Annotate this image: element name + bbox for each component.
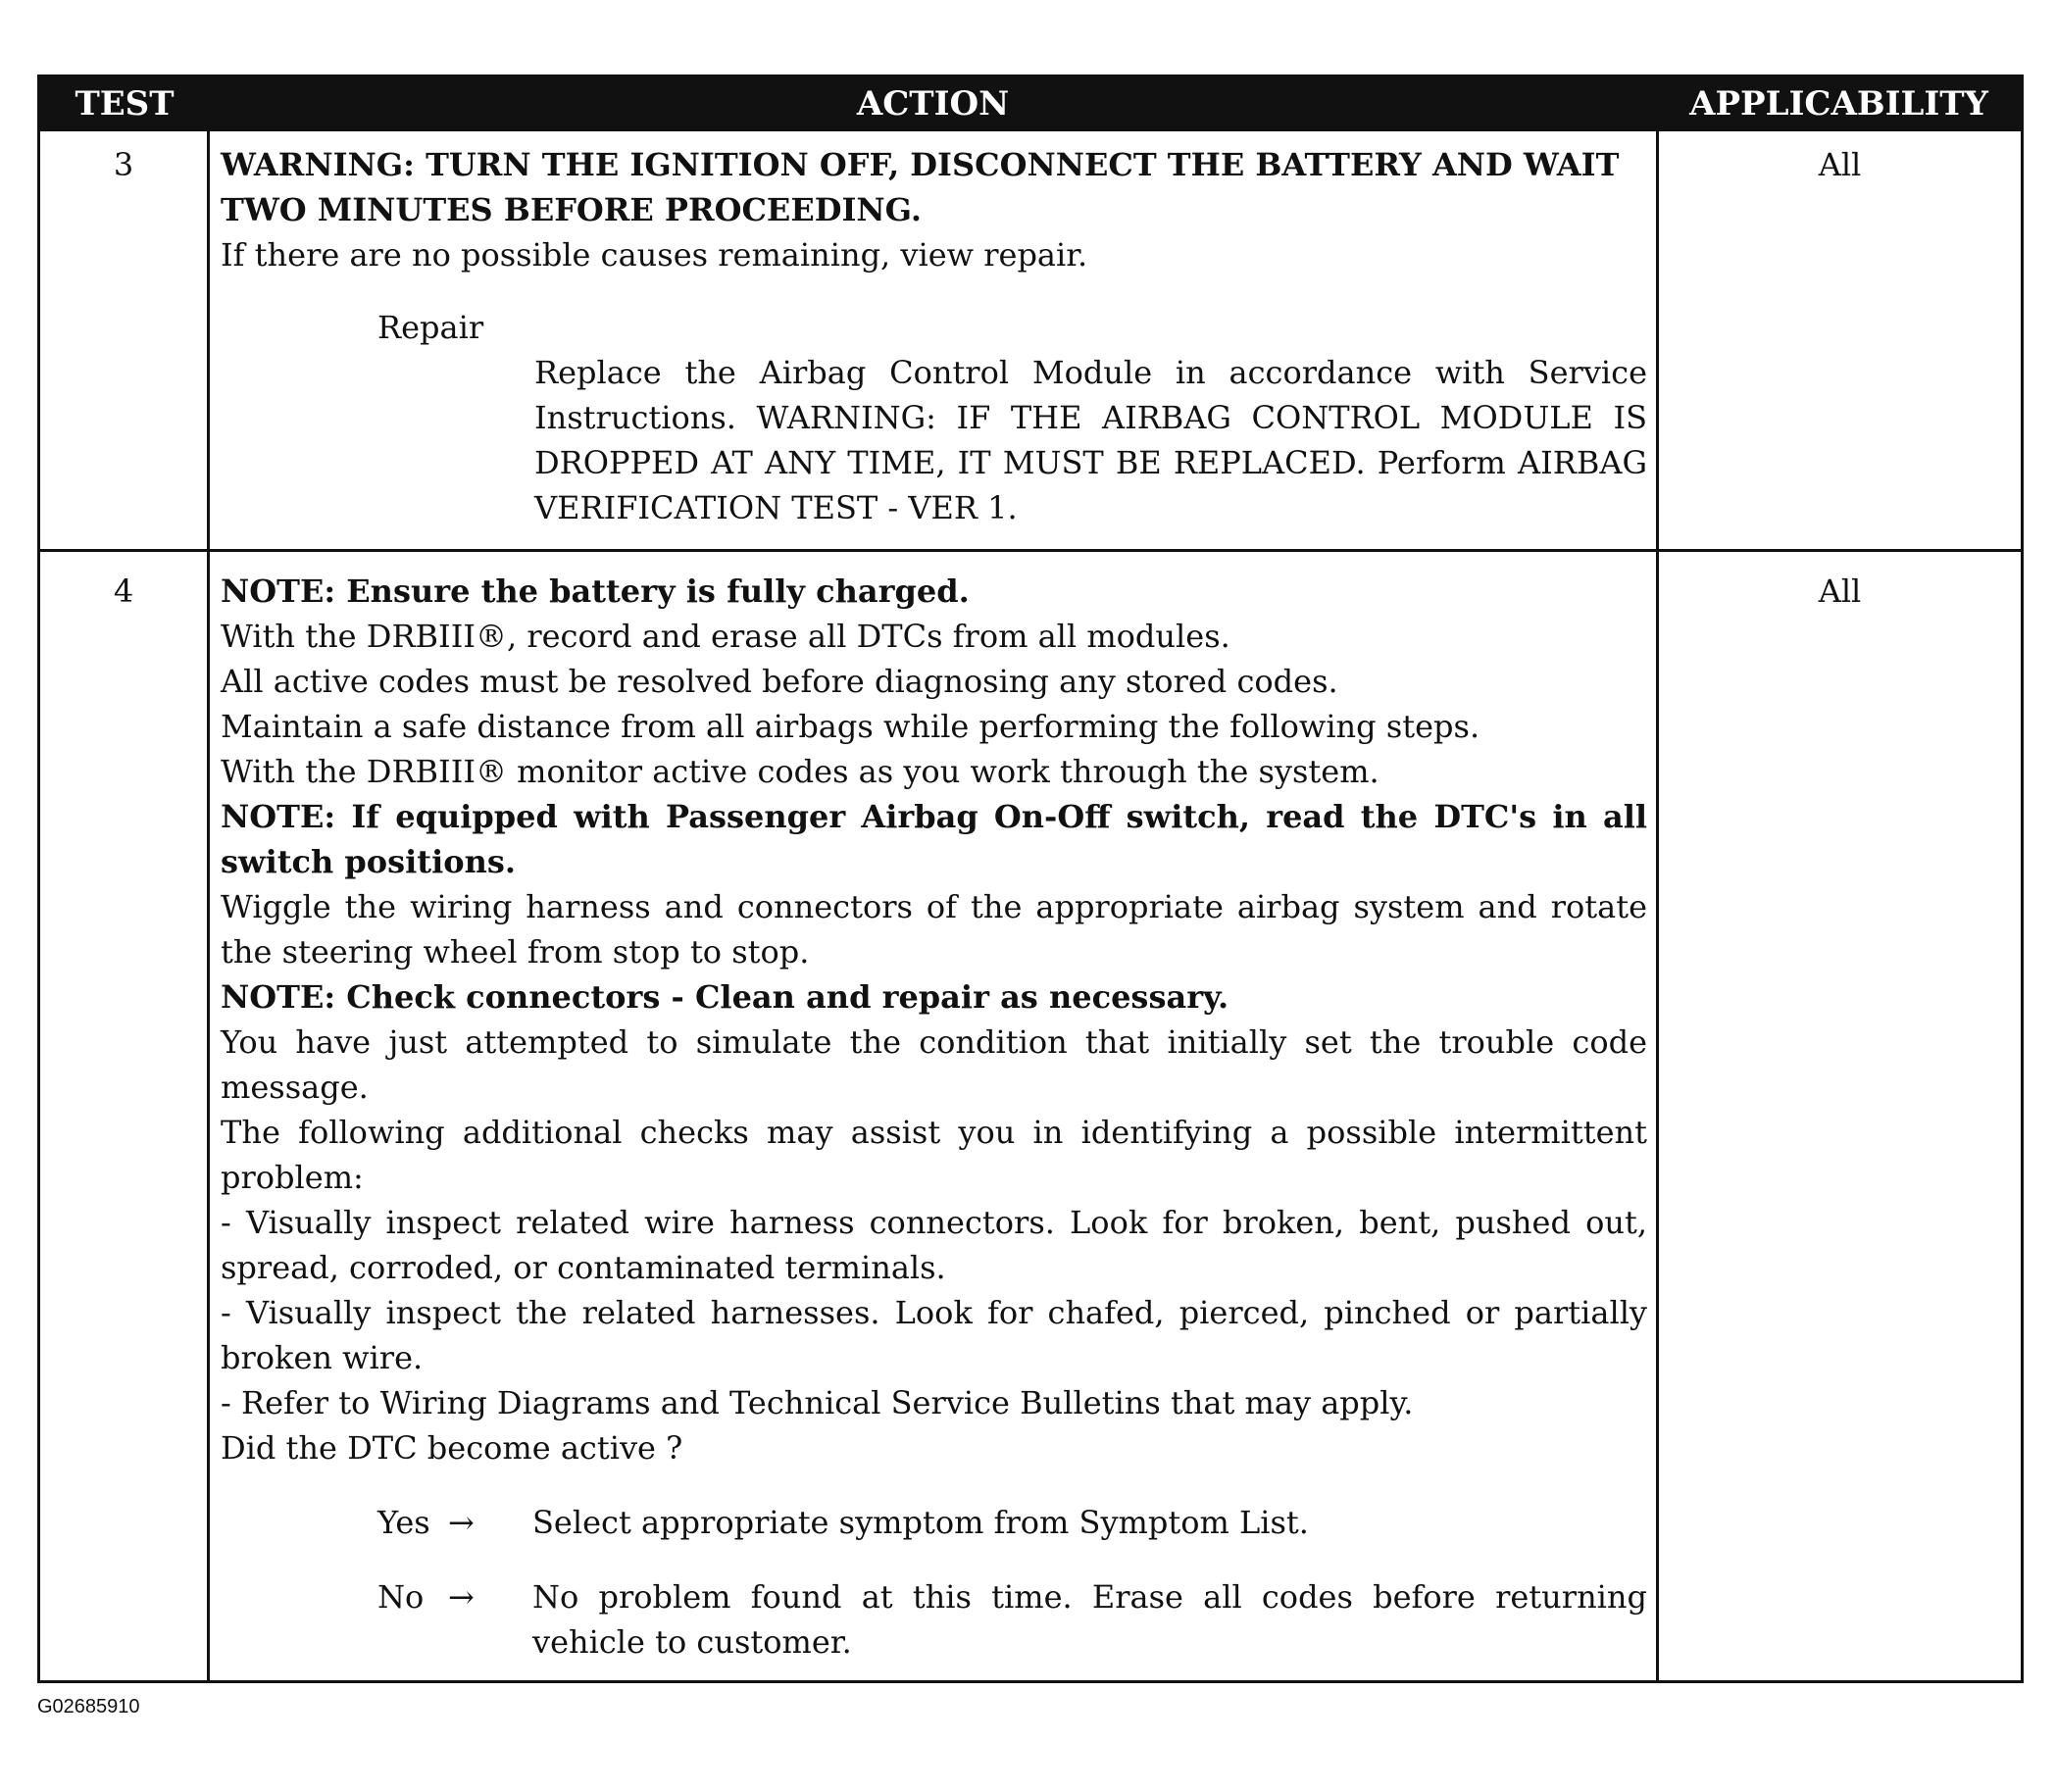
branch-no-label: No xyxy=(377,1578,425,1616)
action-line: - Refer to Wiring Diagrams and Technical Service Bulletins that may apply. xyxy=(221,1384,1414,1421)
column-divider xyxy=(207,131,210,1680)
figure-code: G02685910 xyxy=(37,1696,140,1717)
action-line: Wiggle the wiring harness and connectors of the appropriate airbag system and rotate the steering wheel from stop to stop. xyxy=(221,888,1647,971)
header-applicability: APPLICABILITY xyxy=(1689,84,1988,124)
action-line: You have just attempted to simulate the condition that initially set the trouble code message. xyxy=(221,1023,1647,1106)
branch-yes-text: Select appropriate symptom from Symptom List. xyxy=(532,1504,1309,1541)
note-text: NOTE: If equipped with Passenger Airbag On-Off switch, read the DTC's in all switch positions. xyxy=(221,798,1647,880)
repair-label: Repair xyxy=(377,309,484,346)
diagnostic-table xyxy=(37,75,2024,1683)
action-line: - Visually inspect related wire harness connectors. Look for broken, bent, pushed out, spread, corroded, or contaminated terminals. xyxy=(221,1204,1647,1286)
action-line: - Visually inspect the related harnesses. Look for chafed, pierced, pinched or partially broken wire. xyxy=(221,1294,1647,1376)
header-test: TEST xyxy=(75,84,175,124)
action-cell-3 xyxy=(221,142,1647,530)
branch-no-text: No problem found at this time. Erase all codes before returning vehicle to customer. xyxy=(532,1578,1647,1661)
row-divider xyxy=(40,549,2021,552)
action-line: All active codes must be resolved before diagnosing any stored codes. xyxy=(221,663,1338,700)
test-number-4: 4 xyxy=(113,572,134,610)
action-line: With the DRBIII®, record and erase all DTCs from all modules. xyxy=(221,618,1230,655)
repair-text: Replace the Airbag Control Module in accordance with Service Instructions. WARNING: IF THE AIRBAG CONTROL MODULE IS DROPPED AT ANY TIME, IT MUST BE REPLACED. Perform AIRBAG VERIFICATION TEST - VER 1. xyxy=(534,354,1647,526)
applicability-4: All xyxy=(1818,572,1862,610)
branch-no xyxy=(377,1574,1647,1665)
right-arrow-icon: → xyxy=(448,1504,475,1541)
branch-yes-label: Yes xyxy=(377,1504,430,1541)
question-text: Did the DTC become active ? xyxy=(221,1429,683,1467)
test-number-3: 3 xyxy=(113,146,134,183)
right-arrow-icon: → xyxy=(448,1578,475,1616)
warning-text: WARNING: TURN THE IGNITION OFF, DISCONNECT THE BATTERY AND WAIT TWO MINUTES BEFORE PROCEEDING. xyxy=(221,146,1620,228)
action-line: If there are no possible causes remaining, view repair. xyxy=(221,236,1088,274)
table-header xyxy=(40,77,2021,131)
note-text: NOTE: Ensure the battery is fully charged. xyxy=(221,572,970,610)
action-line: Maintain a safe distance from all airbags while performing the following steps. xyxy=(221,708,1480,745)
action-line: The following additional checks may assist you in identifying a possible intermittent problem: xyxy=(221,1114,1647,1196)
column-divider xyxy=(1656,131,1659,1680)
header-action: ACTION xyxy=(856,84,1010,124)
action-cell-4 xyxy=(221,569,1647,1665)
applicability-3: All xyxy=(1818,146,1862,183)
branch-yes xyxy=(377,1500,1647,1545)
note-text: NOTE: Check connectors - Clean and repair as necessary. xyxy=(221,978,1229,1016)
action-line: With the DRBIII® monitor active codes as you work through the system. xyxy=(221,753,1379,790)
